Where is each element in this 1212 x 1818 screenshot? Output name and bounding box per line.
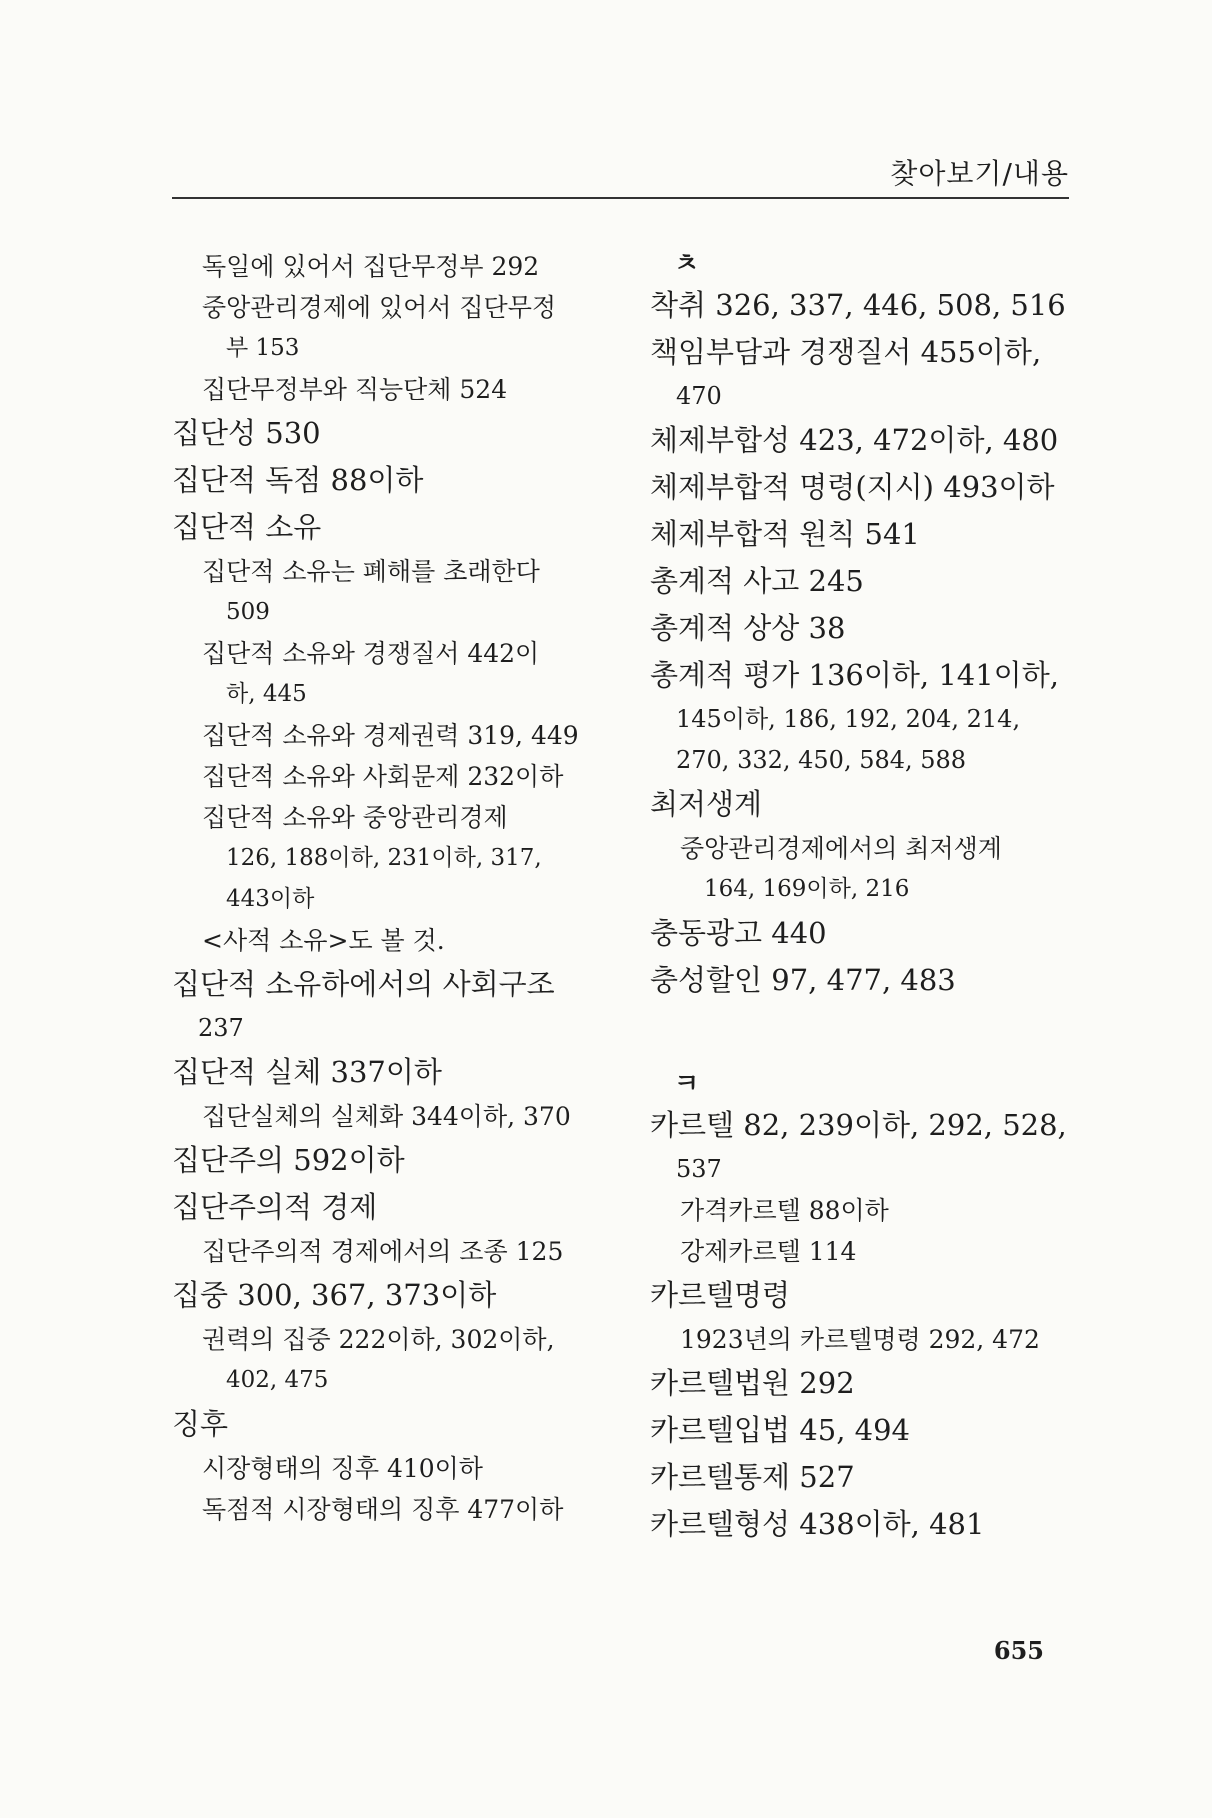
index-entry: 509 [226, 599, 270, 625]
index-entry: 집단실체의 실체화 344이하, 370 [202, 1102, 571, 1131]
index-entry: 부 153 [226, 335, 300, 361]
index-entry: 집단적 소유는 폐해를 초래한다 [202, 557, 540, 586]
index-entry: 1923년의 카르텔명령 292, 472 [680, 1325, 1040, 1354]
header-rule [172, 197, 1069, 199]
index-entry: 집단적 소유 [172, 510, 322, 544]
index-entry: 126, 188이하, 231이하, 317, [226, 845, 542, 871]
index-entry: 집단주의적 경제 [172, 1190, 378, 1224]
index-entry: 카르텔입법 45, 494 [650, 1413, 910, 1447]
index-entry: 443이하 [226, 886, 315, 912]
index-entry: 집단적 소유와 중앙관리경제 [202, 803, 508, 832]
index-entry: 시장형태의 징후 410이하 [202, 1454, 483, 1483]
index-entry: 카르텔통제 527 [650, 1460, 855, 1494]
index-entry: 집단적 독점 88이하 [172, 463, 424, 497]
index-entry: 충성할인 97, 477, 483 [650, 963, 956, 997]
index-entry: 집단적 소유와 사회문제 232이하 [202, 762, 564, 791]
index-entry: 470 [676, 382, 722, 410]
index-entry: 집단적 소유와 경쟁질서 442이 [202, 639, 540, 668]
index-entry: 집단적 소유하에서의 사회구조 [172, 967, 555, 1001]
index-entry: 책임부담과 경쟁질서 455이하, [650, 335, 1042, 369]
index-entry: 집단무정부와 직능단체 524 [202, 375, 508, 404]
index-entry: 총계적 상상 38 [650, 611, 846, 645]
index-entry: 집단적 소유와 경제권력 319, 449 [202, 721, 579, 750]
index-entry: 중앙관리경제에서의 최저생계 [680, 834, 1002, 863]
index-entry: 체제부합적 명령(지시) 493이하 [650, 470, 1055, 504]
index-entry: 체제부합적 원칙 541 [650, 517, 920, 551]
index-entry: 독일에 있어서 집단무정부 292 [202, 252, 540, 281]
index-entry: 집단적 실체 337이하 [172, 1055, 442, 1089]
index-entry: 402, 475 [226, 1367, 329, 1393]
index-entry: 537 [676, 1155, 722, 1183]
left-column [172, 246, 622, 1530]
index-entry: 충동광고 440 [650, 916, 827, 950]
index-entry: 가격카르텔 88이하 [680, 1196, 889, 1225]
page-number: 655 [993, 1636, 1044, 1665]
index-entry: 하, 445 [226, 681, 307, 707]
index-entry: 강제카르텔 114 [680, 1237, 857, 1266]
index-entry: 카르텔법원 292 [650, 1366, 855, 1400]
index-entry: 총계적 사고 245 [650, 564, 864, 598]
index-entry: 164, 169이하, 216 [704, 876, 910, 902]
index-entry: 독점적 시장형태의 징후 477이하 [202, 1495, 564, 1524]
index-entry: 카르텔 82, 239이하, 292, 528, [650, 1108, 1067, 1142]
index-entry: 권력의 집중 222이하, 302이하, [202, 1325, 555, 1354]
index-entry: 총계적 평가 136이하, 141이하, [650, 658, 1059, 692]
index-entry: 145이하, 186, 192, 204, 214, [676, 705, 1021, 733]
index-entry: 최저생계 [650, 787, 763, 821]
index-entry: 집중 300, 367, 373이하 [172, 1278, 497, 1312]
index-entry: 집단주의 592이하 [172, 1143, 405, 1177]
index-entry: 집단주의적 경제에서의 조종 125 [202, 1237, 564, 1266]
index-entry: 카르텔명령 [650, 1278, 791, 1312]
index-entry: 착취 326, 337, 446, 508, 516 [650, 288, 1066, 322]
running-head: 찾아보기/내용 [890, 157, 1069, 190]
right-column [650, 246, 1080, 1548]
section-letter: ㅊ [674, 249, 700, 279]
section-spacer [650, 1004, 1080, 1066]
index-entry: 카르텔형성 438이하, 481 [650, 1507, 985, 1541]
index-entry: 237 [198, 1014, 244, 1042]
section-letter: ㅋ [674, 1069, 700, 1099]
index-entry: 중앙관리경제에 있어서 집단무정 [202, 293, 556, 322]
index-entry: 집단성 530 [172, 416, 321, 450]
index-entry: 징후 [172, 1407, 229, 1441]
index-entry: <사적 소유>도 볼 것. [202, 926, 445, 955]
index-entry: 체제부합성 423, 472이하, 480 [650, 423, 1059, 457]
index-entry: 270, 332, 450, 584, 588 [676, 746, 967, 774]
